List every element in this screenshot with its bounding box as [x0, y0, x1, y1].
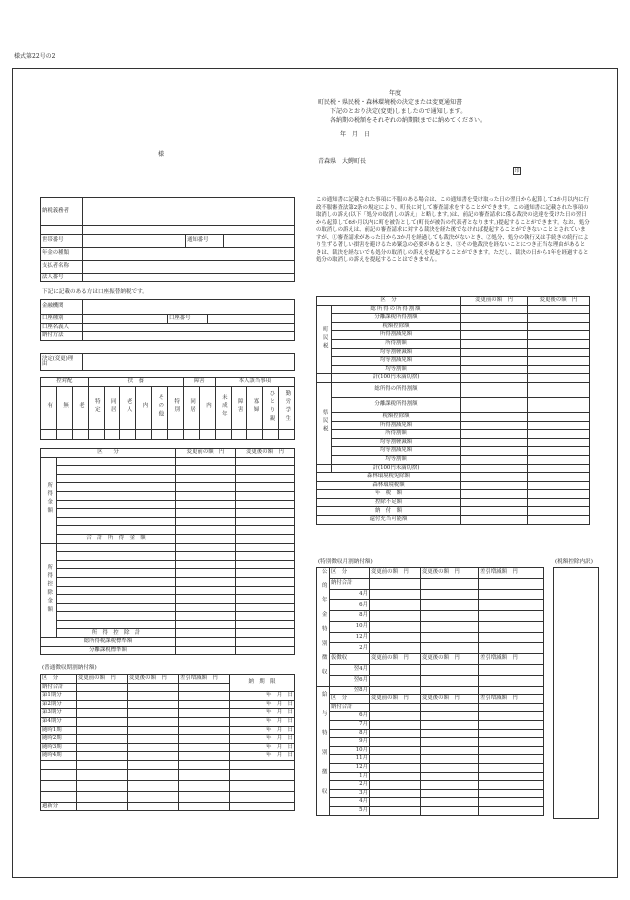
regular-table: 区 分 変更前の額 円 変更後の額 円 差引増減額 円 納 期 限 納付合計 第1期分 年 月 日 第2期分 年 月 日 第3期分 年 月 日 第4期分 年 月 日 随時1期 年 月 日 随時2期 年 月 日 随時3期 年 月 日 随時4期 年 月 日 過新分: [42, 675, 293, 809]
notice-no-label: 通知番号: [186, 234, 224, 247]
seal-stamp: 印: [514, 168, 520, 174]
notice-line-2: 各納期の税額をそれぞれの納期限までに納めてください。: [330, 117, 487, 124]
addressee-honorific: 様: [158, 151, 165, 158]
account-no-label: 口座番号: [168, 315, 208, 324]
reason-table: [40, 353, 295, 371]
bank-note: 下記に記載のある方は口座振替納税です。: [42, 289, 148, 295]
bank-label: 金融機関: [41, 300, 83, 315]
form-id: 様式第22号の2: [14, 53, 56, 60]
regular-title: (普通徴収期割納付額): [42, 665, 97, 671]
appeal-notice: この通知書に記載された事項に不服のある場合は、この通知書を受け取った日の翌日から起算して3か月以内に行政不服審査法第2条の規定により、町長に対して審査請求をすることができます。この通知書に記載された事項の取消しの訴え(以下「処分の取消しの訴え」と略します。)は、前記の審査請求に係る裁決の送達を受けた日の翌日から起算して6か月以内に町を被告として(町長が被告の代表者となります。)提起することができます。なお、処分の取消しの訴えは、前記の審査請求に対する裁決を経た後でなければ提起することができないこととされていますが、①審査請求があった日から3か月を経過しても裁決がないとき、②処分、処分の執行又は手続きの続行により生ずる著しい損害を避けるため緊急の必要があるとき、③その他裁決を経ないことにつき正当な理由があるときは、裁決を経ないでも処分の取消しの訴えを提起することができます。ただし、裁決の日から1年を経過すると処分の取消しの訴えを提起することはできません。: [316, 197, 590, 263]
corp-no-label: 法人番号: [41, 273, 83, 282]
tax-credit-breakdown-title: (税額控除内訳): [555, 559, 593, 565]
notice-title: 町民税・県民税・森林環境税の決定または変更通知書: [318, 99, 463, 106]
year-label: 年度: [389, 90, 402, 97]
bank-table: [40, 299, 295, 341]
issuer-name: 青森県 大鰐町長: [318, 158, 367, 165]
issue-date: 年 月 日: [340, 131, 371, 138]
pension-type-label: 年金の種類: [41, 247, 83, 260]
deductions-table: 控対配 扶 養 障害 本人該当事項 有 無 老 特定 同居 老人 内 その他 特別 同居 内 未成年 障害 寡婦 ひとり親 勤労学生: [40, 377, 295, 440]
tax-table: 区 分 変更前の額 円 変更後の額 円 町民税 総所得の所得割額 分離課税所得割額 税額控除額 所得割減免額 所得割額 均等割軽減額 均等割減免額 均等割額 計(100円未満切捨) 県民税 総所得の所得割額 分離課税所得割額 税額控除額 所得割減免額 所得割額 均等割軽減額 均等割減免額 均等割額 計(100円未満切捨) 森林環境税免除額 森林環境税額 年 税 額 控除不足額 納 付 額 還付充当可能額: [316, 296, 590, 525]
special-title: (特別徴収月割納付額): [318, 559, 373, 565]
reason-label: 決定(変更)理 由: [41, 354, 83, 371]
taxpayer-label: 納税義務者: [41, 198, 83, 226]
special-table: 公的年金特別徴収 区 分 変更前の額 円 変更後の額 円 差引増減額 円 納付合計 4月 6月 8月 10月 12月 2月 仮徴収 変更前の額 円 変更後の額 円 差引増減額 円 翌4月 翌6月 給与特別徴収 翌8月 区 分 変更前の額 円 変更後の額 円 差引増減額 円 納付合計 6月 7月 8月 9月 10月 11月 12月 1月 2月 3月 4月 5月: [316, 567, 544, 816]
payment-method-label: 納付方法: [41, 332, 83, 341]
household-no-label: 世帯番号: [41, 234, 83, 247]
account-type-label: 口座種別: [41, 315, 83, 324]
income-table: 区 分 変更前の額 円 変更後の額 円 所得金額 合 計 所 得 金 額 所得控除金額 所 得 控 除 計 総所得税課税標準額 分離課税標準額: [40, 448, 295, 655]
payer-name-label: 支払者名称: [41, 260, 83, 273]
notice-line-1: 下記のとおり決定(変更)しましたので通知します。: [330, 108, 467, 115]
taxpayer-table: [40, 197, 295, 282]
tax-credit-breakdown-box: [553, 567, 599, 819]
account-holder-label: 口座名義人: [41, 323, 83, 332]
